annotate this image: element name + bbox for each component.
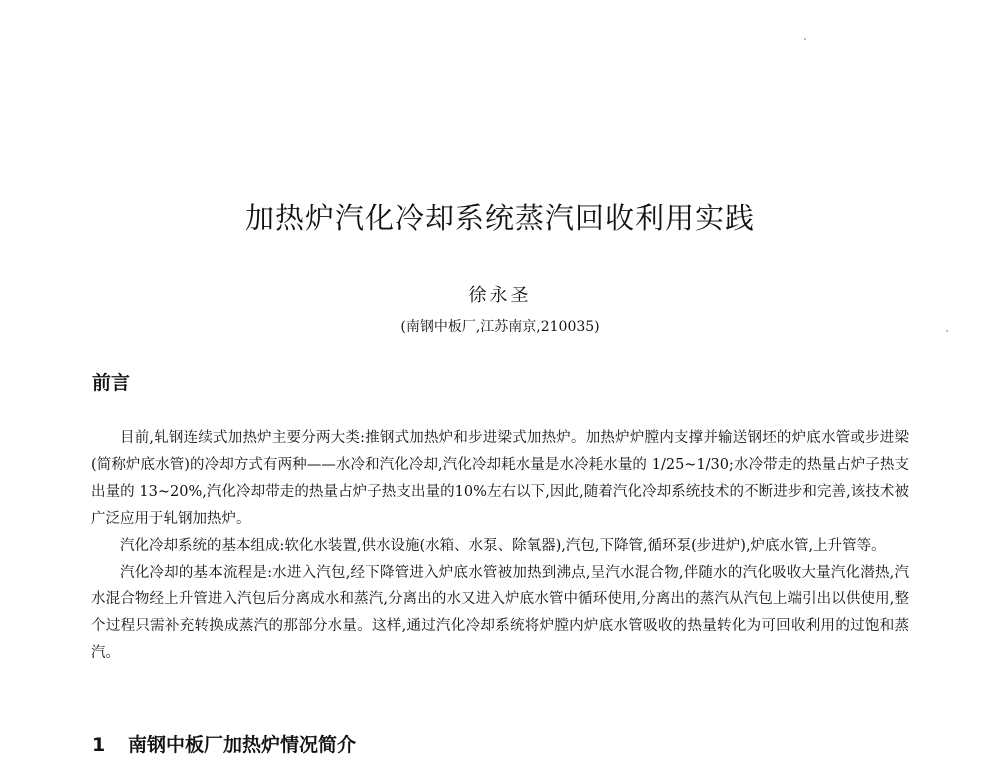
author-affiliation: (南钢中板厂,江苏南京,210035)	[400, 319, 600, 335]
section-number: 1	[92, 734, 106, 756]
paragraph: 汽化冷却的基本流程是:水进入汽包,经下降管进入炉底水管被加热到沸点,呈汽水混合物,伴随水的汽化吸收大量汽化潜热,汽水混合物经上升管进入汽包后分离成水和蒸汽,分离出的水又进入炉底水管中循环使用,分离出的蒸汽从汽包上端引出以供使用,整个过程只需补充转换成蒸汽的那部分水量。这样,通过汽化冷却系统将炉膛内炉底水管吸收的热量转化为可回收利用的过饱和蒸汽。	[91, 564, 909, 662]
preface-heading: 前言	[92, 372, 131, 394]
author-name: 徐永圣	[468, 285, 532, 306]
preface-body	[91, 425, 909, 667]
section-title: 南钢中板厂加热炉情况简介	[128, 734, 357, 756]
paragraph: 汽化冷却系统的基本组成:软化水装置,供水设施(水箱、水泵、除氧器),汽包,下降管,循环泵(步进炉),炉底水管,上升管等。	[120, 537, 886, 554]
scan-speck	[804, 38, 806, 40]
paper-title: 加热炉汽化冷却系统蒸汽回收利用实践	[244, 201, 755, 235]
paragraph: 目前,轧钢连续式加热炉主要分两大类:推钢式加热炉和步进梁式加热炉。加热炉炉膛内支撑并输送钢坯的炉底水管或步进梁(简称炉底水管)的冷却方式有两种——水冷和汽化冷却,汽化冷却耗水量是水冷耗水量的 1/25~1/30;水冷带走的热量占炉子热支出量的 13~20%,汽化冷却带走的热量占炉子热支出量的10%左右以下,因此,随着汽化冷却系统技术的不断进步和完善,该技术被广泛应用于轧钢加热炉。	[91, 430, 909, 527]
section-1-heading	[92, 731, 356, 759]
